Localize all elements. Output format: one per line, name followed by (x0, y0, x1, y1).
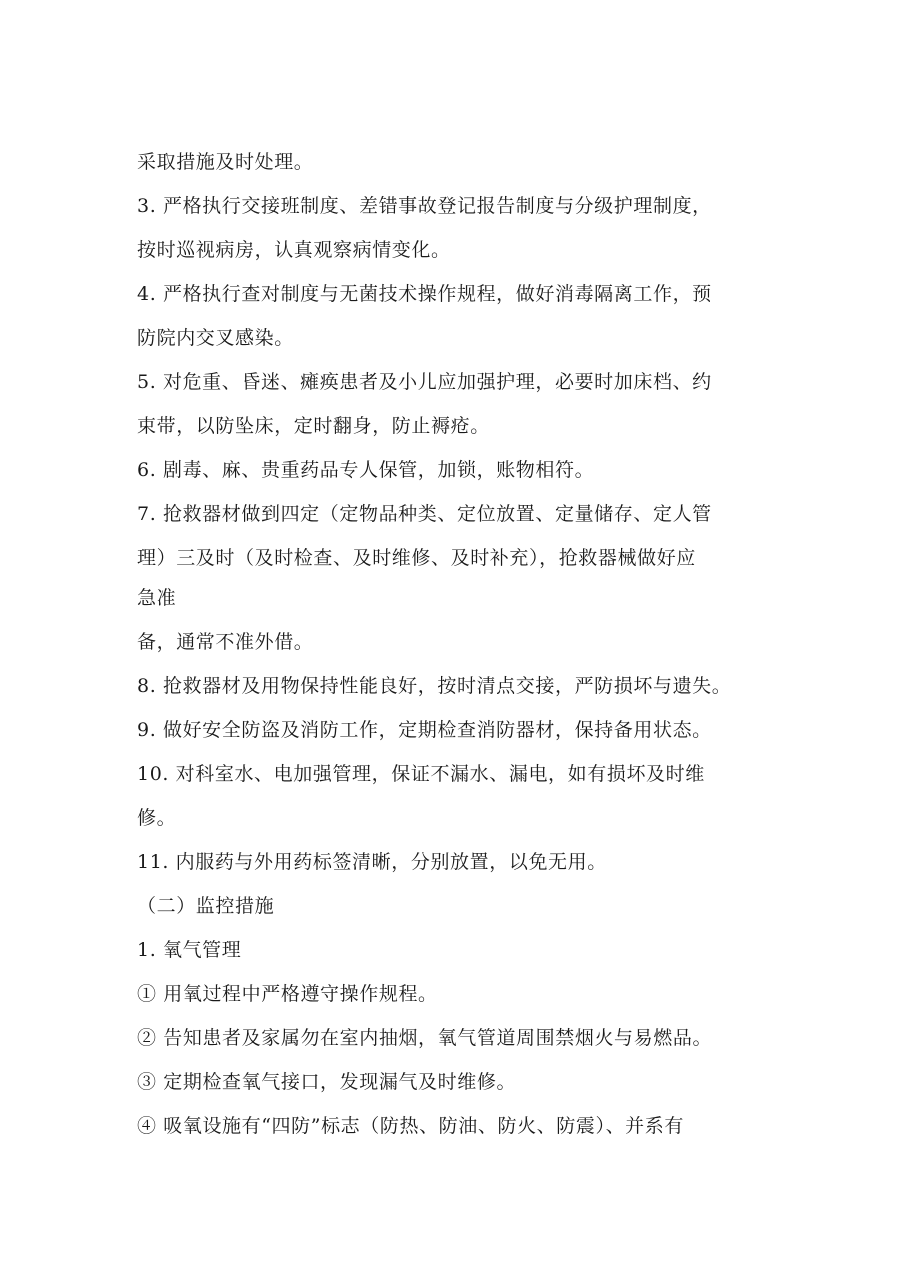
text-line: 备，通常不准外借。 (137, 631, 314, 653)
text-line: ④ 吸氧设施有“四防”标志（防热、防油、防火、防震）、并系有 (137, 1115, 684, 1137)
text-line: 束带，以防坠床，定时翻身，防止褥疮。 (137, 415, 490, 437)
text-line: ① 用氧过程中严格遵守操作规程。 (137, 983, 438, 1005)
text-line: 4. 严格执行查对制度与无菌技术操作规程，做好消毒隔离工作，预 (137, 283, 712, 305)
text-line: 修。 (137, 807, 177, 829)
subsection-heading: 1. 氧气管理 (137, 939, 242, 961)
text-line: ③ 定期检查氧气接口，发现漏气及时维修。 (137, 1071, 517, 1093)
text-line: 理）三及时（及时检查、及时维修、及时补充），抢救器械做好应 (137, 547, 696, 569)
text-line: 防院内交叉感染。 (137, 327, 294, 349)
text-line: ② 告知患者及家属勿在室内抽烟，氧气管道周围禁烟火与易燃品。 (137, 1027, 713, 1049)
text-line: 8. 抢救器材及用物保持性能良好，按时清点交接，严防损坏与遗失。 (137, 675, 732, 697)
text-line: 采取措施及时处理。 (137, 151, 314, 173)
section-heading: （二）监控措施 (137, 895, 275, 917)
text-line: 6. 剧毒、麻、贵重药品专人保管，加锁，账物相符。 (137, 459, 595, 481)
text-line: 7. 抢救器材做到四定（定物品种类、定位放置、定量储存、定人管 (137, 503, 712, 525)
text-line: 10. 对科室水、电加强管理，保证不漏水、漏电，如有损坏及时维 (137, 763, 705, 785)
text-line: 3. 严格执行交接班制度、差错事故登记报告制度与分级护理制度， (137, 195, 712, 217)
text-line: 急准 (137, 587, 177, 609)
text-line: 5. 对危重、昏迷、瘫痪患者及小儿应加强护理，必要时加床档、约 (137, 371, 712, 393)
text-line: 按时巡视病房，认真观察病情变化。 (137, 239, 451, 261)
text-line: 11. 内服药与外用药标签清晰，分别放置，以免无用。 (137, 851, 607, 873)
text-line: 9. 做好安全防盗及消防工作，定期检查消防器材，保持备用状态。 (137, 719, 712, 741)
document-body (137, 150, 777, 1158)
